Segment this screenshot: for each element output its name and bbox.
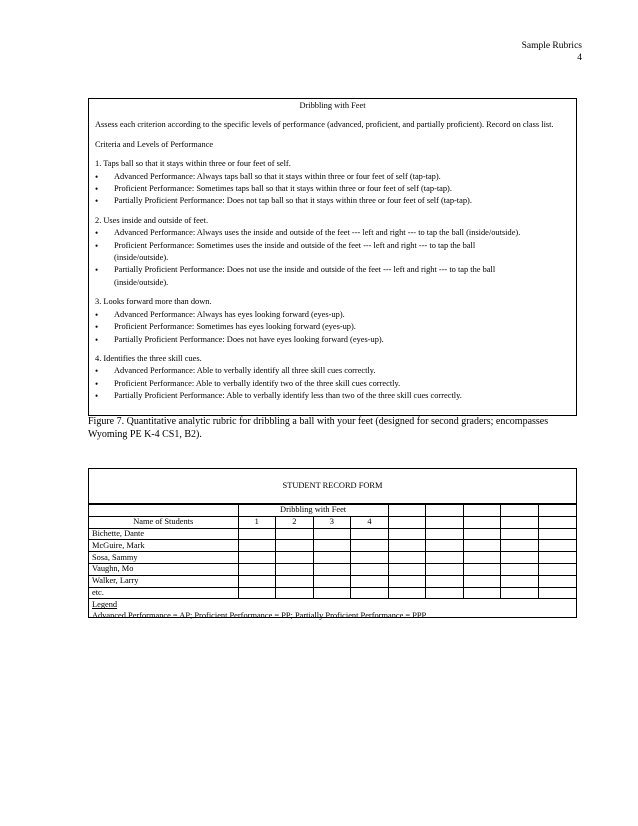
level-item: • Partially Proficient Performance: Does not use the inside and outside of the feet --- left and right --- to tap the ball (inside/outside). [95, 264, 570, 289]
level-item: • Proficient Performance: Able to verbally identify two of the three skill cues correctly. [95, 378, 570, 390]
legend-text: Advanced Performance = AP; Proficient Performance = PP; Partially Proficient Performance = PPP [92, 610, 427, 620]
level-item: • Advanced Performance: Always uses the inside and outside of the feet --- left and right --- to tap the ball (inside/outside). [95, 227, 570, 239]
table-row [89, 528, 576, 540]
student-name: Sosa, Sammy [89, 552, 238, 564]
table-header-row [89, 505, 576, 517]
level-item: • Advanced Performance: Able to verbally identify all three skill cues correctly. [95, 365, 570, 377]
column-header: 3 [313, 516, 351, 528]
criteria-heading: Criteria and Levels of Performance [95, 139, 214, 149]
student-name: etc. [89, 587, 238, 599]
rubric-box [88, 98, 577, 416]
level-item: • Proficient Performance: Sometimes has eyes looking forward (eyes-up). [95, 321, 570, 333]
rubric-title: Dribbling with Feet [299, 101, 366, 110]
table-row [89, 587, 576, 599]
level-item: • Proficient Performance: Sometimes uses the inside and outside of the feet --- left and right --- to tap the ball (inside/outside). [95, 240, 570, 265]
level-item: • Partially Proficient Performance: Does not have eyes looking forward (eyes-up). [95, 334, 570, 346]
level-item: • Partially Proficient Performance: Does not tap ball so that it stays within three or four feet of self (tap-tap). [95, 195, 570, 207]
name-column-header: Name of Students [89, 516, 238, 528]
criterion-title: 2. Uses inside and outside of feet. [95, 215, 209, 225]
level-item: • Advanced Performance: Always has eyes looking forward (eyes-up). [95, 309, 570, 321]
record-table [89, 504, 576, 599]
table-row [89, 575, 576, 587]
column-header: 4 [351, 516, 389, 528]
page-header [522, 40, 582, 64]
legend [89, 599, 576, 622]
legend-title: Legend [92, 600, 118, 610]
level-item: • Proficient Performance: Sometimes taps ball so that it stays within three or four feet of self (tap-tap). [95, 183, 570, 195]
page-number: 4 [577, 53, 582, 63]
rubric-instructions: Assess each criterion according to the specific levels of performance (advanced, proficient, and partially proficient). Record on class list. [95, 120, 554, 130]
criterion-title: 1. Taps ball so that it stays within three or four feet of self. [95, 159, 291, 169]
student-record-form [88, 468, 577, 618]
table-row [89, 540, 576, 552]
table-row [89, 563, 576, 575]
level-item: • Partially Proficient Performance: Able to verbally identify less than two of the three skill cues correctly. [95, 390, 570, 402]
student-name: Vaughn, Mo [89, 563, 238, 575]
table-header-row [89, 516, 576, 528]
level-item: • Advanced Performance: Always taps ball so that it stays within three or four feet of self (tap-tap). [95, 171, 570, 183]
student-name: McGuire, Mark [89, 540, 238, 552]
group-header: Dribbling with Feet [238, 505, 388, 517]
student-name: Bichette, Dante [89, 528, 238, 540]
record-form-title: STUDENT RECORD FORM [89, 469, 576, 504]
column-header: 2 [276, 516, 314, 528]
table-row [89, 552, 576, 564]
criterion-title: 4. Identifies the three skill cues. [95, 353, 202, 363]
student-name: Walker, Larry [89, 575, 238, 587]
running-head: Sample Rubrics [521, 41, 582, 51]
criterion-title: 3. Looks forward more than down. [95, 297, 212, 307]
figure-caption: Figure 7. Quantitative analytic rubric for dribbling a ball with your feet (designed for second graders; encompasses Wyoming PE K-4 CS1, B2). [88, 416, 549, 440]
column-header: 1 [238, 516, 276, 528]
